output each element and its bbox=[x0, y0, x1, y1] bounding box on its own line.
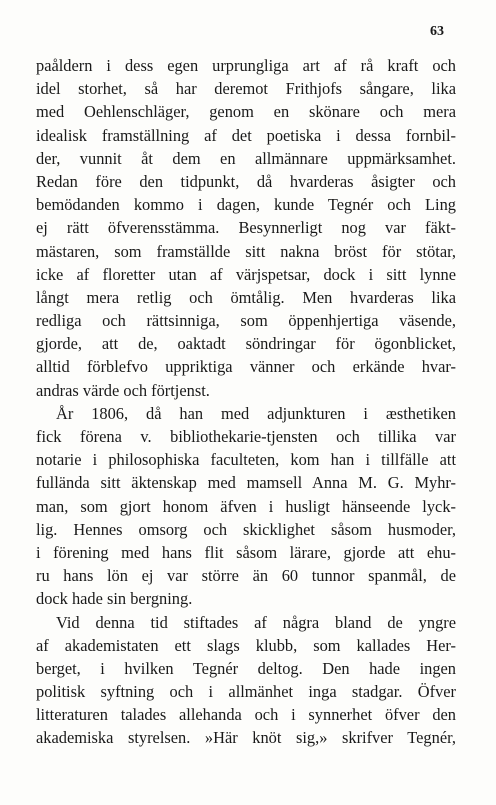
page-number: 63 bbox=[430, 24, 444, 39]
text-line: mästaren, som framställde sitt nakna bröst för stötar, bbox=[36, 241, 456, 261]
body-text bbox=[36, 54, 456, 750]
text-line: Redan före den tidpunkt, då hvarderas åsigter och bbox=[36, 171, 456, 191]
text-line: Vid denna tid stiftades af några bland de yngre bbox=[56, 612, 456, 632]
text-line: dock hade sin bergning. bbox=[36, 589, 193, 609]
text-line: icke af floretter utan af värjspetsar, dock i sitt lynne bbox=[36, 264, 456, 284]
text-line: gjorde, att de, oaktadt söndringar för ögonblicket, bbox=[36, 334, 456, 354]
text-line: med Oehlenschläger, genom en skönare och mera bbox=[36, 102, 456, 122]
text-line: politisk syftning och i allmänhet inga stadgar. Öfver bbox=[36, 682, 456, 702]
text-line: notarie i philosophiska faculteten, kom han i tillfälle att bbox=[36, 450, 456, 470]
text-line: litteraturen talades allehanda och i synnerhet öfver den bbox=[36, 705, 456, 725]
text-line: ru hans lön ej var större än 60 tunnor spanmål, de bbox=[36, 566, 456, 586]
text-line: alltid förblefvo uppriktiga vänner och erkände hvar- bbox=[36, 357, 456, 377]
text-line: idealisk framställning af det poetiska i dessa fornbil- bbox=[36, 125, 456, 145]
text-line: långt mera retlig och ömtålig. Men hvarderas lika bbox=[36, 287, 456, 307]
text-line: fullända sitt äktenskap med mamsell Anna M. G. Myhr- bbox=[36, 473, 456, 493]
text-line: af akademistaten ett slags klubb, som kallades Her- bbox=[36, 635, 456, 655]
text-line: redliga och rättsinniga, som öppenhjertiga väsende, bbox=[36, 311, 456, 331]
text-line: fick förena v. bibliothekarie-tjensten och tillika var bbox=[36, 427, 456, 446]
text-line: akademiska styrelsen. »Här knöt sig,» skrifver Tegnér, bbox=[36, 728, 456, 748]
text-line: andras värde och förtjenst. bbox=[36, 380, 210, 400]
text-line: man, som gjort honom äfven i husligt hänseende lyck- bbox=[36, 496, 456, 516]
text-line: i förening med hans flit såsom lärare, gjorde att ehu- bbox=[36, 542, 456, 562]
text-line: paåldern i dess egen urprungliga art af rå kraft och bbox=[36, 56, 456, 75]
text-line: År 1806, då han med adjunkturen i æsthetiken bbox=[56, 403, 456, 423]
text-line: berget, i hvilken Tegnér deltog. Den hade ingen bbox=[36, 658, 456, 678]
text-line: der, vunnit åt dem en allmännare uppmärksamhet. bbox=[36, 148, 456, 168]
text-line: ej rätt öfverensstämma. Besynnerligt nog var fäkt- bbox=[36, 218, 456, 238]
text-line: idel storhet, så har deremot Frithjofs sångare, lika bbox=[36, 79, 456, 99]
text-line: bemödanden kommo i dagen, kunde Tegnér och Ling bbox=[36, 195, 456, 215]
text-line: lig. Hennes omsorg och skicklighet såsom husmoder, bbox=[36, 519, 456, 539]
